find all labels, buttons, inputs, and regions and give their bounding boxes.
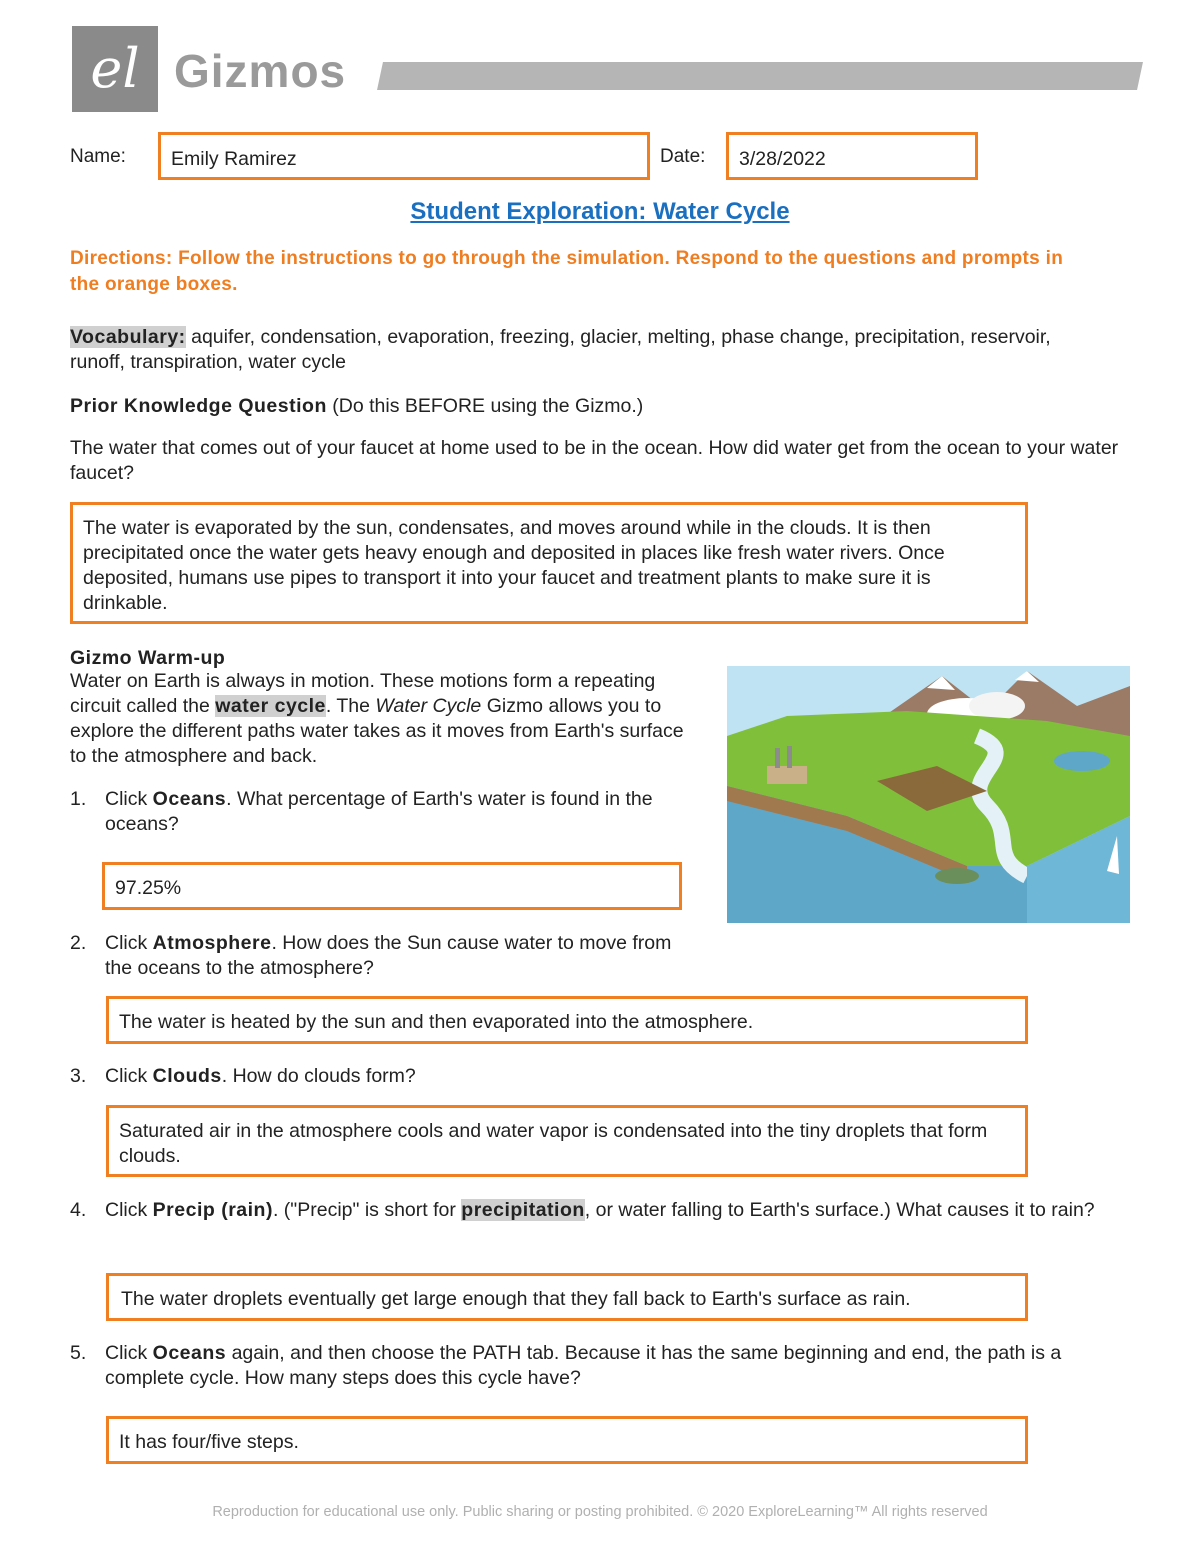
warmup-intro-part2: . The (325, 695, 370, 717)
question-3-pre: Click (105, 1065, 148, 1087)
question-1-number: 1. (70, 788, 87, 810)
warmup-intro-term: water cycle (215, 695, 326, 717)
question-3-number: 3. (70, 1065, 87, 1087)
question-3-answer-box[interactable] (106, 1105, 1028, 1177)
brand-name: Gizmos (174, 45, 347, 97)
question-1-text: . What percentage of Earth's water is found in the oceans? (105, 788, 653, 835)
question-2-button-ref: Atmosphere (152, 932, 272, 954)
question-3-button-ref: Clouds (152, 1065, 222, 1087)
question-2-answer: The water is heated by the sun and then evaporated into the atmosphere. (119, 1011, 754, 1033)
question-1-answer-box[interactable] (102, 862, 682, 910)
name-label: Name: (70, 146, 126, 167)
question-1-answer: 97.25% (115, 877, 182, 899)
question-2-number: 2. (70, 932, 87, 954)
question-3-text: . How do clouds form? (221, 1065, 416, 1087)
prior-knowledge-heading: Prior Knowledge Question (70, 395, 327, 417)
date-value: 3/28/2022 (739, 148, 826, 170)
question-1-button-ref: Oceans (152, 788, 227, 810)
warmup-heading (70, 646, 225, 671)
warmup-intro-gizmo: Water Cycle (375, 695, 482, 717)
water-cycle-illustration (727, 666, 1130, 923)
question-5-answer-box[interactable] (106, 1416, 1028, 1464)
date-field[interactable] (726, 132, 978, 180)
question-2-answer-box[interactable] (106, 996, 1028, 1044)
vocabulary (70, 325, 1070, 375)
question-5-answer: It has four/five steps. (119, 1431, 299, 1453)
logo-glyph: el (90, 37, 140, 100)
prior-knowledge-answer-box[interactable] (70, 502, 1028, 624)
question-4-text-a: . ("Precip" is short for (272, 1199, 456, 1221)
vocabulary-terms: aquifer, condensation, evaporation, freezing, glacier, melting, phase change, precipitation, reservoir, runoff, transpiration, water cycle (70, 326, 1051, 373)
date-label: Date: (660, 146, 706, 167)
header-bar (377, 62, 1143, 90)
water-cycle-image (727, 666, 1130, 923)
prior-knowledge-note: (Do this BEFORE using the Gizmo.) (332, 395, 644, 417)
question-4-term: precipitation (461, 1199, 585, 1221)
question-2-text: . How does the Sun cause water to move from the oceans to the atmosphere? (105, 932, 672, 979)
question-4-text-b: , or water falling to Earth's surface.) What causes it to rain? (584, 1199, 1095, 1221)
question-2-pre: Click (105, 932, 148, 954)
directions: Directions: Follow the instructions to go through the simulation. Respond to the questions and prompts in the orange boxes. (70, 248, 1064, 295)
question-1-pre: Click (105, 788, 148, 810)
name-field[interactable] (158, 132, 650, 180)
warmup-heading-text: Gizmo Warm-up (70, 647, 226, 669)
question-5-text: again, and then choose the PATH tab. Because it has the same beginning and end, the path is a complete cycle. How many steps does this cycle have? (105, 1342, 1062, 1389)
question-5-button-ref: Oceans (152, 1342, 227, 1364)
question-5-number: 5. (70, 1342, 87, 1364)
footer-copyright: Reproduction for educational use only. Public sharing or posting prohibited. © 2020 ExploreLearning™ All rights reserved (212, 1504, 988, 1520)
question-4-button-ref: Precip (rain) (152, 1199, 273, 1221)
page-title: Student Exploration: Water Cycle (410, 198, 790, 225)
prior-knowledge-question: The water that comes out of your faucet at home used to be in the ocean. How did water get from the ocean to your water faucet? (70, 437, 1119, 484)
question-4-answer-box[interactable] (106, 1273, 1028, 1321)
question-5-pre: Click (105, 1342, 148, 1364)
question-4-answer: The water droplets eventually get large enough that they fall back to Earth's surface as rain. (121, 1288, 911, 1310)
prior-knowledge-heading-line (70, 394, 1070, 419)
warmup-intro (70, 669, 690, 769)
warmup-intro-part3: Gizmo allows you to explore the different paths water takes as it moves from Earth's surface to the atmosphere and back. (70, 695, 684, 767)
warmup-intro-part1: Water on Earth is always in motion. These motions form a repeating circuit called the (70, 670, 656, 717)
prior-knowledge-answer: The water is evaporated by the sun, condensates, and moves around while in the clouds. It is then precipitated once the water gets heavy enough and deposited in places like fresh water rivers. Once deposited, humans use pipes to transport it into your faucet and treatment plants to make sure it is drinkable. (83, 517, 945, 614)
question-4-pre: Click (105, 1199, 148, 1221)
vocabulary-label: Vocabulary: (70, 326, 186, 348)
question-4-number: 4. (70, 1199, 87, 1221)
explorelearning-logo (72, 26, 158, 112)
question-3-answer: Saturated air in the atmosphere cools and water vapor is condensated into the tiny droplets that form clouds. (119, 1120, 988, 1167)
name-value: Emily Ramirez (171, 148, 297, 170)
